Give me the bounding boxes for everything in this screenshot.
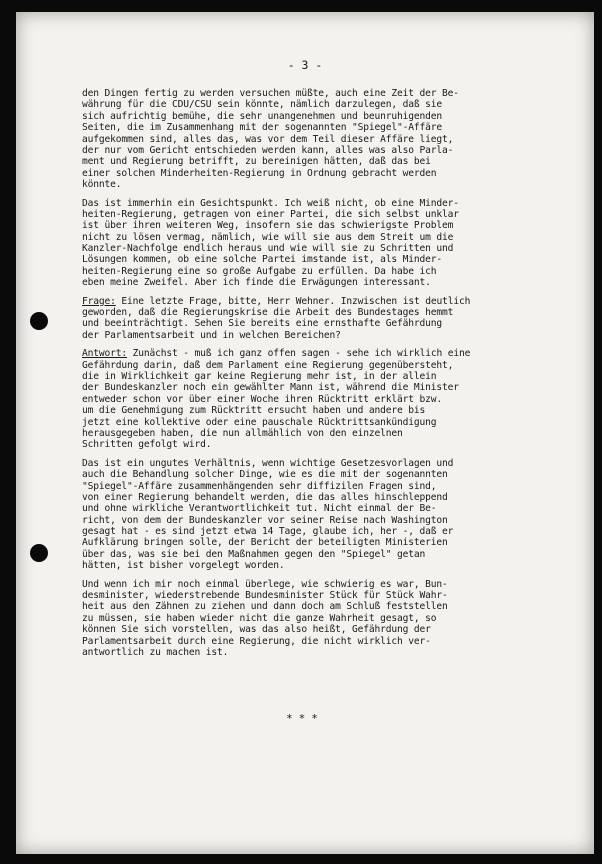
line-text: um die Genehmigung zum Rücktritt ersucht haben und andere bis — [82, 405, 426, 417]
text-line — [82, 277, 576, 288]
text-line — [82, 503, 576, 514]
text-line — [82, 647, 576, 658]
text-line — [82, 492, 576, 503]
line-text: entweder schon vor über einer Woche ihren Rücktritt erklärt bzw. — [82, 393, 443, 405]
line-text: heiten-Regierung, getragen von einer Partei, die sich selbst unklar — [82, 208, 459, 220]
line-text: Zunächst - muß ich ganz offen sagen - sehe ich wirklich eine — [127, 348, 471, 360]
text-line — [82, 439, 576, 450]
line-text: von einer Regierung behandelt werden, die das alles hinschleppend — [82, 491, 448, 503]
line-text: desminister, wiederstrebende Bundesminister Stück für Stück Wahr- — [82, 590, 448, 602]
line-text: die in Wirklichkeit gar keine Regierung mehr ist, in der allein — [82, 370, 437, 382]
text-line — [82, 458, 576, 469]
line-text: währung für die CDU/CSU sein könnte, nämlich darzulegen, daß sie — [82, 99, 443, 111]
text-line — [82, 220, 576, 231]
line-text: über das, was sie bei den Maßnahmen gegen den "Spiegel" getan — [82, 548, 426, 560]
line-text: eben meine Zweifel. Aber ich finde die Erwägungen interessant. — [82, 277, 431, 289]
line-text: auch die Behandlung solcher Dinge, wie es die mit der sogenannten — [82, 469, 448, 481]
text-line — [82, 134, 576, 145]
paragraph — [82, 348, 576, 451]
text-line — [82, 601, 576, 612]
line-text: den Dingen fertig zu werden versuchen müßte, auch eine Zeit der Be- — [82, 88, 459, 99]
punch-hole-top — [30, 312, 48, 330]
line-text: Aufklärung bringen solle, der Bericht der beteiligten Ministerien — [82, 537, 448, 549]
line-text: sich aufrichtig bemühe, die sehr unangenehmen und beunruhigenden — [82, 110, 443, 122]
line-text: hätten, ist bisher vorgelegt worden. — [82, 560, 285, 572]
line-text: antwortlich zu machen ist. — [82, 646, 229, 658]
line-text: Schritten gefolgt wird. — [82, 439, 212, 451]
speaker-label: Antwort: — [82, 348, 128, 360]
line-text: und beeinträchtigt. Sehen Sie bereits eine ernsthafte Gefährdung — [82, 318, 443, 330]
line-text: ist über ihren weiteren Weg, insofern sie das schwierigste Problem — [82, 220, 454, 232]
line-text: der nur vom Gericht entschieden werden kann, alles was also Parla- — [82, 144, 454, 156]
text-line — [82, 88, 576, 99]
line-text: der Parlamentsarbeit und in welchen Bereichen? — [82, 329, 341, 341]
line-text: Seiten, die im Zusammenhang mit der sogenannten "Spiegel"-Affäre — [82, 122, 443, 134]
paragraph — [82, 458, 576, 572]
line-text: heiten-Regierung eine so große Aufgabe zu erfüllen. Da habe ich — [82, 265, 437, 277]
text-line — [82, 179, 576, 190]
text-line — [82, 428, 576, 439]
line-text: und ohne wirkliche Verantwortlichkeit tut. Nicht einmal der Be- — [82, 503, 437, 515]
document-page — [16, 12, 594, 854]
text-line — [82, 145, 576, 156]
line-text: heit aus den Zähnen zu ziehen und dann doch am Schluß feststellen — [82, 601, 448, 613]
paragraph — [82, 198, 576, 289]
line-text: gesagt hat - es sind jetzt etwa 14 Tage, glaube ich, her -, daß er — [82, 526, 454, 538]
text-line — [82, 636, 576, 647]
line-text: geworden, daß die Regierungskrise die Arbeit des Bundestages hemmt — [82, 307, 454, 319]
text-line — [82, 560, 576, 571]
text-line — [82, 330, 576, 341]
text-line — [82, 469, 576, 480]
line-text: Kanzler-Nachfolge endlich heraus und wie will sie zu Schritten und — [82, 243, 454, 255]
text-line — [82, 122, 576, 133]
text-line — [82, 579, 576, 590]
text-line — [82, 394, 576, 405]
line-text: der Bundeskanzler noch ein gewählter Mann ist, während die Minister — [82, 382, 459, 394]
speaker-label: Frage: — [82, 295, 116, 307]
text-line — [82, 307, 576, 318]
text-line — [82, 318, 576, 329]
text-line — [82, 232, 576, 243]
line-text: Eine letzte Frage, bitte, Herr Wehner. Inzwischen ist deutlich — [115, 295, 471, 307]
text-line — [82, 515, 576, 526]
line-text: könnte. — [82, 179, 122, 191]
page-number: - 3 - — [287, 58, 323, 72]
text-line — [82, 266, 576, 277]
text-line — [82, 348, 576, 359]
text-line — [82, 360, 576, 371]
text-line — [82, 537, 576, 548]
line-text: aufgekommen sind, alles das, was vor dem Teil dieser Affäre liegt, — [82, 133, 454, 145]
line-text: herausgegeben haben, die nun allmählich von den einzelnen — [82, 427, 403, 439]
section-separator: *** — [286, 712, 324, 725]
line-text: Parlamentsarbeit durch eine Regierung, die nicht wirklich ver- — [82, 635, 431, 647]
line-text: "Spiegel"-Affäre zusammenhängenden sehr diffizilen Fragen sind, — [82, 480, 437, 492]
text-line — [82, 590, 576, 601]
line-text: ment und Regierung betrifft, zu bereinigen hätten, daß das bei — [82, 156, 431, 168]
body-text — [82, 88, 576, 665]
text-line — [82, 613, 576, 624]
paragraph — [82, 296, 576, 342]
line-text: richt, von dem der Bundeskanzler vor seiner Reise nach Washington — [82, 514, 448, 526]
text-line — [82, 156, 576, 167]
text-line — [82, 99, 576, 110]
text-line — [82, 382, 576, 393]
text-line — [82, 549, 576, 560]
text-line — [82, 296, 576, 307]
text-line — [82, 624, 576, 635]
punch-hole-bottom — [30, 544, 48, 562]
line-text: Lösungen kommen, ob eine solche Partei imstande ist, als Minder- — [82, 254, 443, 266]
line-text: zu müssen, sie haben wieder nicht die ganze Wahrheit gesagt, so — [82, 612, 437, 624]
text-line — [82, 371, 576, 382]
text-line — [82, 243, 576, 254]
text-line — [82, 481, 576, 492]
text-line — [82, 111, 576, 122]
line-text: jetzt eine kollektive oder eine pauschale Rücktrittsankündigung — [82, 416, 437, 428]
text-line — [82, 209, 576, 220]
line-text: Gefährdung darin, daß dem Parlament eine Regierung gegenübersteht, — [82, 359, 454, 371]
line-text: einer solchen Minderheiten-Regierung in Ordnung gebracht werden — [82, 167, 437, 179]
line-text: Das ist ein ungutes Verhältnis, wenn wichtige Gesetzesvorlagen und — [82, 457, 454, 469]
text-line — [82, 198, 576, 209]
text-line — [82, 254, 576, 265]
line-text: nicht zu lösen vermag, nämlich, wie will sie aus dem Streit um die — [82, 231, 454, 243]
paragraph — [82, 579, 576, 659]
line-text: Das ist immerhin ein Gesichtspunkt. Ich weiß nicht, ob eine Minder- — [82, 197, 459, 209]
text-line — [82, 417, 576, 428]
line-text: Und wenn ich mir noch einmal überlege, wie schwierig es war, Bun- — [82, 578, 448, 590]
text-line — [82, 526, 576, 537]
line-text: können Sie sich vorstellen, was das also heißt, Gefährdung der — [82, 624, 431, 636]
text-line — [82, 168, 576, 179]
paragraph — [82, 88, 576, 191]
text-line — [82, 405, 576, 416]
